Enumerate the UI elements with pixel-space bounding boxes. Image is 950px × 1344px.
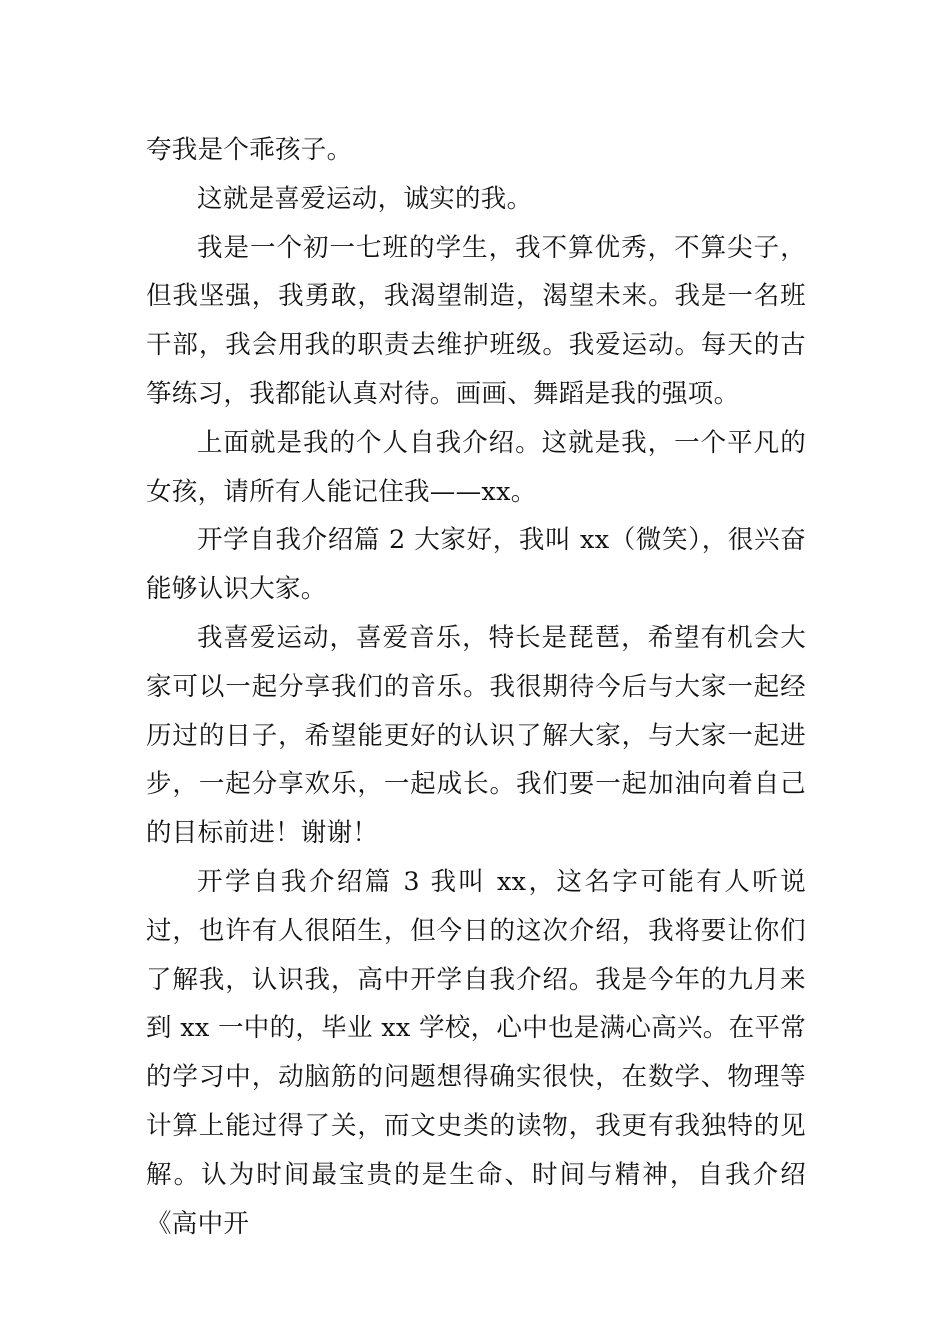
paragraph-2: 这就是喜爱运动，诚实的我。 bbox=[197, 183, 533, 214]
document-body bbox=[146, 126, 806, 1248]
paragraph-7: 开学自我介绍篇 3 我叫 xx，这名字可能有人听说过，也许有人很陌生，但今日的这次介绍，我将要让你们了解我，认识我，高中开学自我介绍。我是今年的九月来到 xx 一中的，毕业 xx 学校，心中也是满心高兴。在平常的学习中，动脑筋的问题想得确实很快，在数学、物理等计算上能过得了关，而文史类的读物，我更有我独特的见解。认为时间最宝贵的是生命、时间与精神，自我介绍《高中开 bbox=[146, 866, 806, 1239]
paragraph-1: 夸我是个乖孩子。 bbox=[146, 135, 353, 165]
paragraph-4: 上面就是我的个人自我介绍。这就是我，一个平凡的女孩，请所有人能记住我——xx。 bbox=[146, 427, 806, 507]
paragraph-6: 我喜爱运动，喜爱音乐，特长是琵琶，希望有机会大家可以一起分享我们的音乐。我很期待今后与大家一起经历过的日子，希望能更好的认识了解大家，与大家一起进步，一起分享欢乐，一起成长。我们要一起加油向着自己的目标前进！谢谢！ bbox=[146, 622, 806, 849]
paragraph-3: 我是一个初一七班的学生，我不算优秀，不算尖子，但我坚强，我勇敢，我渴望制造，渴望未来。我是一名班干部，我会用我的职责去维护班级。我爱运动。每天的古筝练习，我都能认真对待。画画、舞蹈是我的强项。 bbox=[146, 232, 806, 409]
paragraph-5: 开学自我介绍篇 2 大家好，我叫 xx（微笑），很兴奋能够认识大家。 bbox=[146, 525, 806, 605]
